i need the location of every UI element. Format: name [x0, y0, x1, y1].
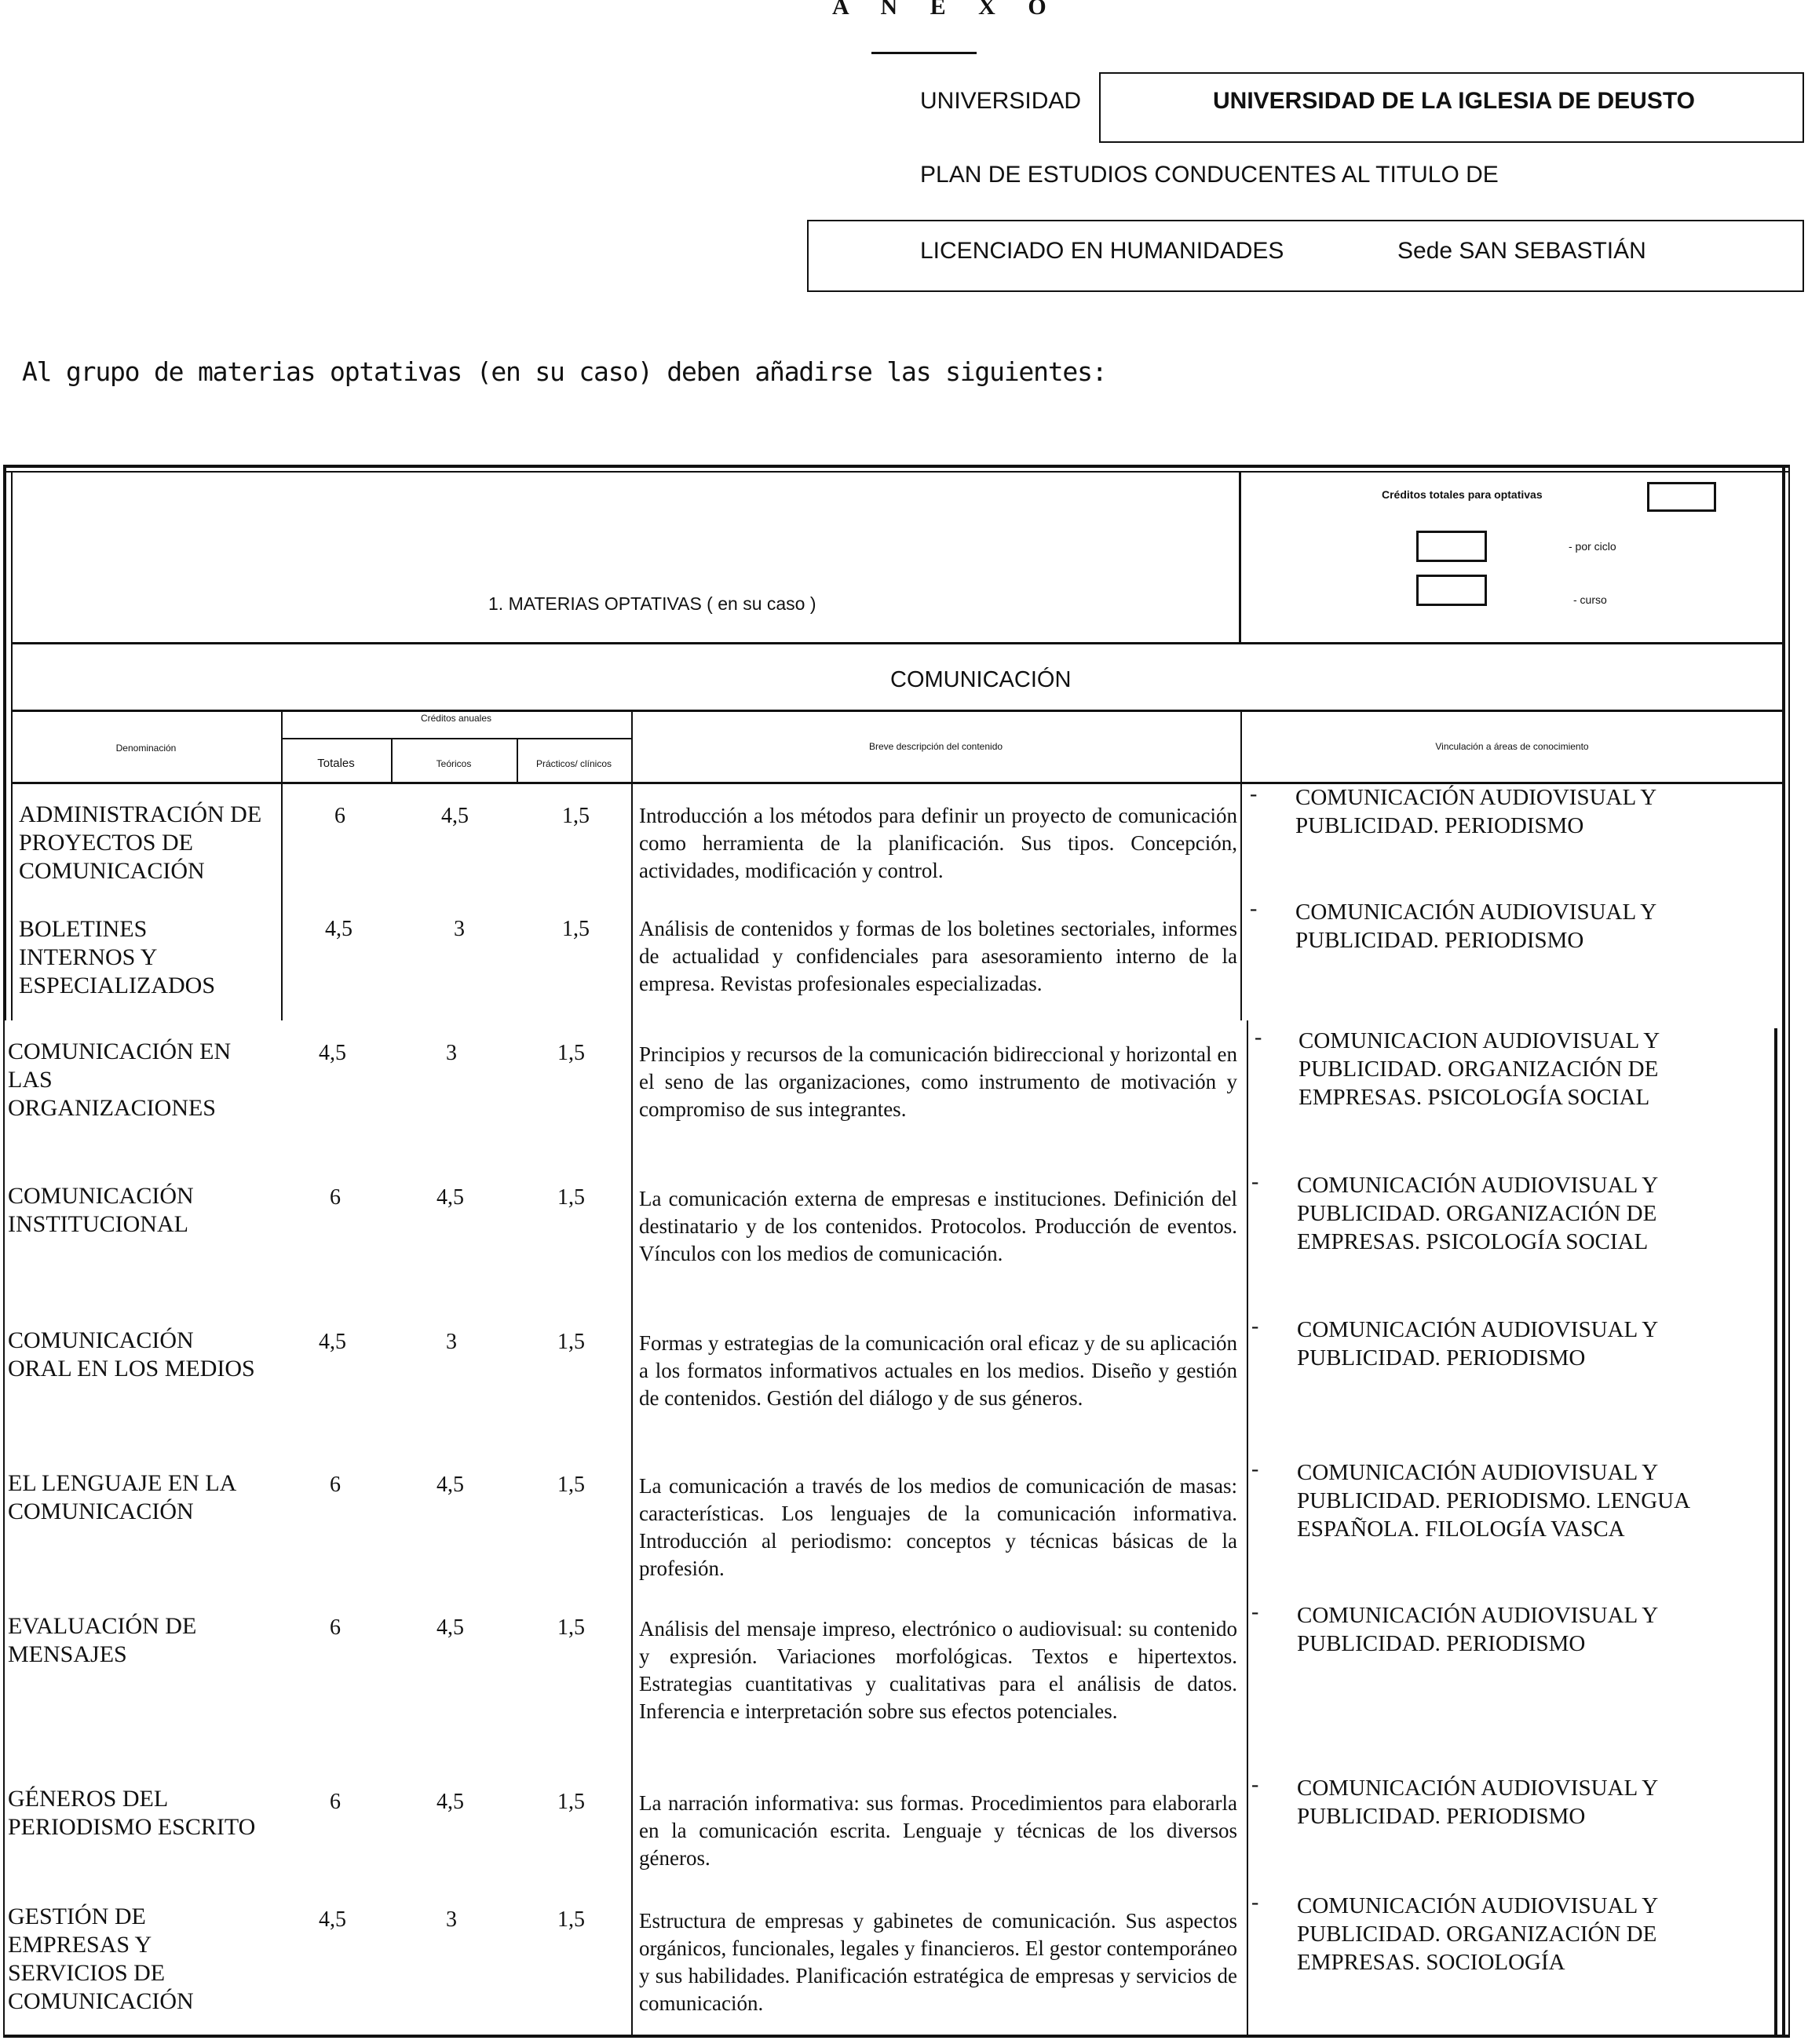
row-totales: 4,5	[319, 1907, 346, 1932]
section-bottom-border	[11, 710, 1784, 712]
row-areas: COMUNICACIÓN AUDIOVISUAL Y PUBLICIDAD. PERIODISMO	[1295, 785, 1657, 838]
row-totales: 6	[330, 1615, 341, 1640]
row-dash: -	[1250, 782, 1258, 806]
row-descripcion: La comunicación a través de los medios de comunicación de masas: características. Los lenguajes de la comunicación informativa. Introducción al periodismo: conceptos y técnicas básicas de la profesión.	[639, 1474, 1237, 1580]
row-areas: COMUNICACIÓN AUDIOVISUAL Y PUBLICIDAD. PERIODISMO	[1297, 1603, 1659, 1656]
row-denominacion: BOLETINES INTERNOS Y ESPECIALIZADOS	[19, 916, 216, 998]
row-descripcion: Introducción a los métodos para definir un proyecto de comunicación como herramienta de la planificación. Sus tipos. Concepción, actividades, modificación y control.	[639, 804, 1237, 882]
row-descripcion: Análisis del mensaje impreso, electrónico o audiovisual: su contenido y expresión. Variaciones morfológicas. Textos e hipertextos. Estrategias cuantitativas y cualitativas para el análisis de datos. Inferencia e interpretación sobre sus efectos potenciales.	[639, 1617, 1237, 1723]
per-course-label: - curso	[1573, 593, 1607, 606]
row-practicos: 1,5	[557, 1907, 585, 1932]
row-denominacion: COMUNICACIÓN INSTITUCIONAL	[8, 1183, 194, 1237]
table-border-left	[3, 465, 6, 1020]
section-title: COMUNICACIÓN	[890, 667, 1072, 692]
annex-title: A N E X O	[832, 0, 1060, 20]
university-name: UNIVERSIDAD DE LA IGLESIA DE DEUSTO	[1213, 88, 1695, 114]
credits-total-box	[1647, 482, 1716, 512]
row-denominacion: GÉNEROS DEL PERIODISMO ESCRITO	[8, 1786, 256, 1840]
col-header-descripcion: Breve descripción del contenido	[868, 741, 1003, 752]
row-totales: 4,5	[325, 917, 352, 941]
row-descripcion: Análisis de contenidos y formas de los boletines sectoriales, informes de actualidad y confidenciales para asesoramiento interno de la empresa. Revistas profesionales especializadas.	[639, 917, 1237, 995]
row-teoricos: 3	[446, 1907, 457, 1932]
row-practicos: 1,5	[562, 804, 590, 828]
row-teoricos: 4,5	[436, 1790, 464, 1814]
row-denominacion: COMUNICACIÓN ORAL EN LOS MEDIOS	[8, 1327, 255, 1382]
row-dash: -	[1251, 1772, 1259, 1797]
row-descripcion: Principios y recursos de la comunicación bidireccional y horizontal en el seno de las organizaciones, como instrumento de motivación y compromiso de sus integrantes.	[639, 1042, 1237, 1121]
row-totales: 6	[330, 1473, 341, 1497]
row-teoricos: 4,5	[436, 1185, 464, 1210]
row-dash: -	[1251, 1170, 1259, 1194]
table-border-top-inner	[3, 471, 1790, 473]
row-areas: COMUNICACIÓN AUDIOVISUAL Y PUBLICIDAD. PERIODISMO	[1297, 1317, 1659, 1371]
row-dash: -	[1251, 1600, 1259, 1624]
col-header-creditos: Créditos anuales	[420, 713, 492, 724]
row-descripcion: Estructura de empresas y gabinetes de comunicación. Sus aspectos orgánicos, funcionales, legales y financieros. El gestor contemporáneo y sus habilidades. Planificación estratégica de empresas y servicios de comunicación.	[639, 1909, 1237, 2015]
row-descripcion: Formas y estrategias de la comunicación oral eficaz y de su aplicación a los formatos informativos actuales en los medios. Diseño y gestión de contenidos. Gestión del diálogo y de sus géneros.	[639, 1331, 1237, 1410]
row-totales: 6	[330, 1185, 341, 1210]
row-practicos: 1,5	[562, 917, 590, 941]
plan-label: PLAN DE ESTUDIOS CONDUCENTES AL TITULO DE	[920, 162, 1499, 188]
credits-total-label: Créditos totales para optativas	[1382, 488, 1543, 501]
col-divider	[1240, 783, 1242, 1020]
row-dash: -	[1255, 1025, 1262, 1049]
table-title: 1. MATERIAS OPTATIVAS ( en su caso )	[488, 593, 816, 614]
col-group-divider	[281, 738, 631, 739]
col-divider	[1247, 1020, 1248, 2035]
row-areas: COMUNICACIÓN AUDIOVISUAL Y PUBLICIDAD. PERIODISMO. LENGUA ESPAÑOLA. FILOLOGÍA VASCA	[1297, 1460, 1691, 1542]
row-teoricos: 4,5	[436, 1473, 464, 1497]
per-cycle-box	[1416, 531, 1487, 562]
row-teoricos: 4,5	[436, 1615, 464, 1640]
row-denominacion: COMUNICACIÓN EN LAS ORGANIZACIONES	[8, 1038, 232, 1121]
row-areas: COMUNICACIÓN AUDIOVISUAL Y PUBLICIDAD. ORGANIZACIÓN DE EMPRESAS. SOCIOLOGÍA	[1297, 1893, 1659, 1975]
per-cycle-label: - por ciclo	[1569, 540, 1616, 553]
row-dash: -	[1251, 1314, 1259, 1338]
col-divider	[631, 783, 633, 1020]
row-dash: -	[1251, 1457, 1259, 1481]
row-areas: COMUNICACIÓN AUDIOVISUAL Y PUBLICIDAD. PERIODISMO	[1295, 900, 1657, 953]
row-practicos: 1,5	[557, 1473, 585, 1497]
row-practicos: 1,5	[557, 1790, 585, 1814]
row-teoricos: 4,5	[441, 804, 469, 828]
col-header-practicos: Prácticos/ clínicos	[535, 758, 612, 769]
col-header-denominacion: Denominación	[115, 743, 177, 754]
row-teoricos: 3	[446, 1330, 457, 1354]
row-areas: COMUNICACIÓN AUDIOVISUAL Y PUBLICIDAD. ORGANIZACIÓN DE EMPRESAS. PSICOLOGÍA SOCIAL	[1297, 1173, 1659, 1254]
row-teoricos: 3	[454, 917, 465, 941]
row-practicos: 1,5	[557, 1185, 585, 1210]
table-border-right-lower	[1774, 1028, 1777, 2035]
col-header-teoricos: Teóricos	[436, 758, 472, 769]
col-divider	[281, 783, 283, 1020]
row-areas: COMUNICACION AUDIOVISUAL Y PUBLICIDAD. ORGANIZACIÓN DE EMPRESAS. PSICOLOGÍA SOCIAL	[1298, 1028, 1660, 1110]
per-course-box	[1416, 575, 1487, 606]
campus-name: Sede SAN SEBASTIÁN	[1397, 238, 1646, 264]
row-denominacion: GESTIÓN DE EMPRESAS Y SERVICIOS DE COMUNICACIÓN	[8, 1903, 194, 2014]
row-descripcion: La comunicación externa de empresas e instituciones. Definición del destinatario y de los contenidos. Protocolos. Producción de eventos. Vínculos con los medios de comunicación.	[639, 1187, 1237, 1265]
row-dash: -	[1251, 1890, 1259, 1914]
row-descripcion: La narración informativa: sus formas. Procedimientos para elaborarla en la comunicación escrita. Lenguaje y técnicas de los diversos géneros.	[639, 1791, 1237, 1870]
row-areas: COMUNICACIÓN AUDIOVISUAL Y PUBLICIDAD. PERIODISMO	[1297, 1776, 1659, 1829]
header-separator	[1239, 471, 1241, 644]
row-totales: 4,5	[319, 1330, 346, 1354]
university-label: UNIVERSIDAD	[920, 88, 1082, 114]
col-header-vinculacion: Vinculación a áreas de conocimiento	[1435, 741, 1589, 752]
row-practicos: 1,5	[557, 1041, 585, 1065]
intro-text: Al grupo de materias optativas (en su caso) deben añadirse las siguientes:	[22, 356, 1107, 387]
row-totales: 6	[330, 1790, 341, 1814]
table-border-right	[1782, 465, 1785, 2038]
degree-name: LICENCIADO EN HUMANIDADES	[920, 238, 1284, 264]
table-border-right-inner	[1788, 465, 1790, 2038]
row-totales: 4,5	[319, 1041, 346, 1065]
table-border-top	[3, 465, 1790, 468]
row-teoricos: 3	[446, 1041, 457, 1065]
row-denominacion: EVALUACIÓN DE MENSAJES	[8, 1613, 197, 1667]
row-denominacion: EL LENGUAJE EN LA COMUNICACIÓN	[8, 1470, 237, 1524]
row-practicos: 1,5	[557, 1615, 585, 1640]
header-bottom-border	[11, 642, 1784, 644]
annex-underline	[871, 52, 977, 54]
col-divider	[631, 1020, 633, 2035]
col-header-totales: Totales	[317, 757, 355, 770]
table-border-bottom	[3, 2035, 1790, 2038]
row-dash: -	[1250, 896, 1258, 921]
row-denominacion: ADMINISTRACIÓN DE PROYECTOS DE COMUNICACIÓN	[19, 801, 262, 884]
table-border-left-lower	[3, 1017, 5, 2038]
row-practicos: 1,5	[557, 1330, 585, 1354]
row-totales: 6	[334, 804, 345, 828]
